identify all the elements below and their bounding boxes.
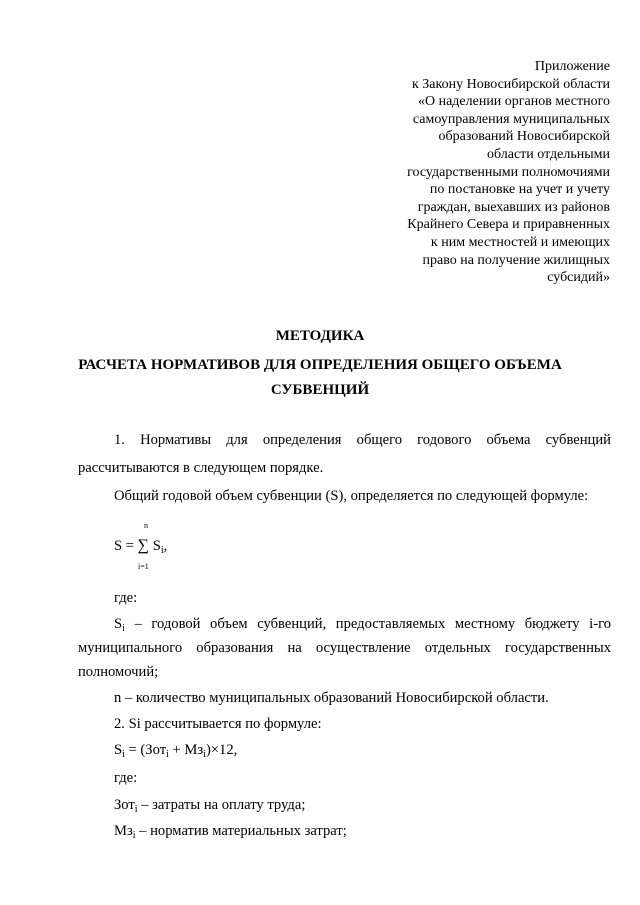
- zot-text: – затраты на оплату труда;: [137, 797, 306, 813]
- item-2-heading: 2. Si рассчитывается по формуле:: [114, 716, 322, 732]
- appendix-line: области отдельными: [486, 146, 610, 162]
- appendix-block: [310, 58, 610, 287]
- document-title: МЕТОДИКА: [275, 328, 365, 344]
- sum-lower-limit: i=1: [138, 562, 149, 571]
- formula-si: [114, 742, 237, 759]
- si-definition-text: – годовой объем субвенций, предоставляемых местному бюджету i-го: [124, 616, 611, 632]
- formula-si-c: + Мз: [168, 742, 204, 758]
- formula-si-a-sub: i: [122, 749, 125, 760]
- mz-subscript: i: [132, 830, 136, 841]
- appendix-line: субсидий»: [547, 270, 610, 286]
- formula-si-b-sub: i: [166, 749, 169, 760]
- si-symbol: S: [114, 616, 123, 632]
- paragraph-1-line-1: 1. Нормативы для определения общего годового объема субвенций: [114, 432, 611, 448]
- formula-tail: ,: [163, 538, 168, 554]
- where-label-2: где:: [114, 770, 138, 786]
- appendix-line: самоуправления муниципальных: [412, 111, 610, 127]
- si-definition-line-1: [114, 616, 611, 633]
- si-definition-line-2: муниципального образования на осуществление отдельных государственных: [78, 640, 611, 656]
- mz-symbol: Мз: [114, 823, 133, 839]
- zot-definition: [114, 797, 305, 814]
- appendix-line: граждан, выехавших из районов: [417, 199, 610, 215]
- formula-lhs: S =: [114, 538, 138, 554]
- mz-text: – норматив материальных затрат;: [135, 823, 347, 839]
- formula-total: [114, 537, 167, 555]
- where-label-1: где:: [114, 590, 138, 606]
- formula-term: S: [152, 538, 161, 554]
- formula-term-subscript: i: [160, 545, 164, 556]
- sigma-symbol: ∑: [137, 537, 150, 554]
- n-definition: n – количество муниципальных образований Новосибирской области.: [114, 690, 549, 706]
- zot-subscript: i: [134, 804, 138, 815]
- paragraph-2: Общий годовой объем субвенции (S), определяется по следующей формуле:: [114, 488, 589, 504]
- appendix-line: к ним местностей и имеющих: [430, 234, 610, 250]
- document-subtitle-line2: СУБВЕНЦИЙ: [270, 382, 370, 398]
- zot-symbol: Зот: [114, 797, 135, 813]
- appendix-line: по постановке на учет и учету: [429, 182, 610, 198]
- appendix-line: Крайнего Севера и приравненных: [407, 217, 610, 233]
- appendix-line: образований Новосибирской: [438, 129, 610, 145]
- appendix-line: право на получение жилищных: [422, 252, 610, 268]
- formula-si-b: = (Зот: [124, 742, 167, 758]
- mz-definition: [114, 823, 347, 840]
- appendix-line: «О наделении органов местного: [417, 94, 610, 110]
- si-subscript: i: [122, 623, 125, 634]
- appendix-line: к Закону Новосибирской области: [411, 76, 610, 92]
- appendix-line: государственными полномочиями: [407, 164, 610, 180]
- formula-si-a: S: [114, 742, 123, 758]
- si-definition-line-3: полномочий;: [78, 664, 159, 680]
- sum-upper-limit: n: [144, 521, 148, 530]
- formula-si-d: )×12,: [205, 742, 238, 758]
- formula-si-c-sub: i: [203, 749, 206, 760]
- paragraph-1-line-2: рассчитываются в следующем порядке.: [78, 460, 324, 476]
- document-subtitle-line1: РАСЧЕТА НОРМАТИВОВ ДЛЯ ОПРЕДЕЛЕНИЯ ОБЩЕГО ОБЪЕМА: [78, 357, 562, 373]
- appendix-line: Приложение: [534, 59, 610, 74]
